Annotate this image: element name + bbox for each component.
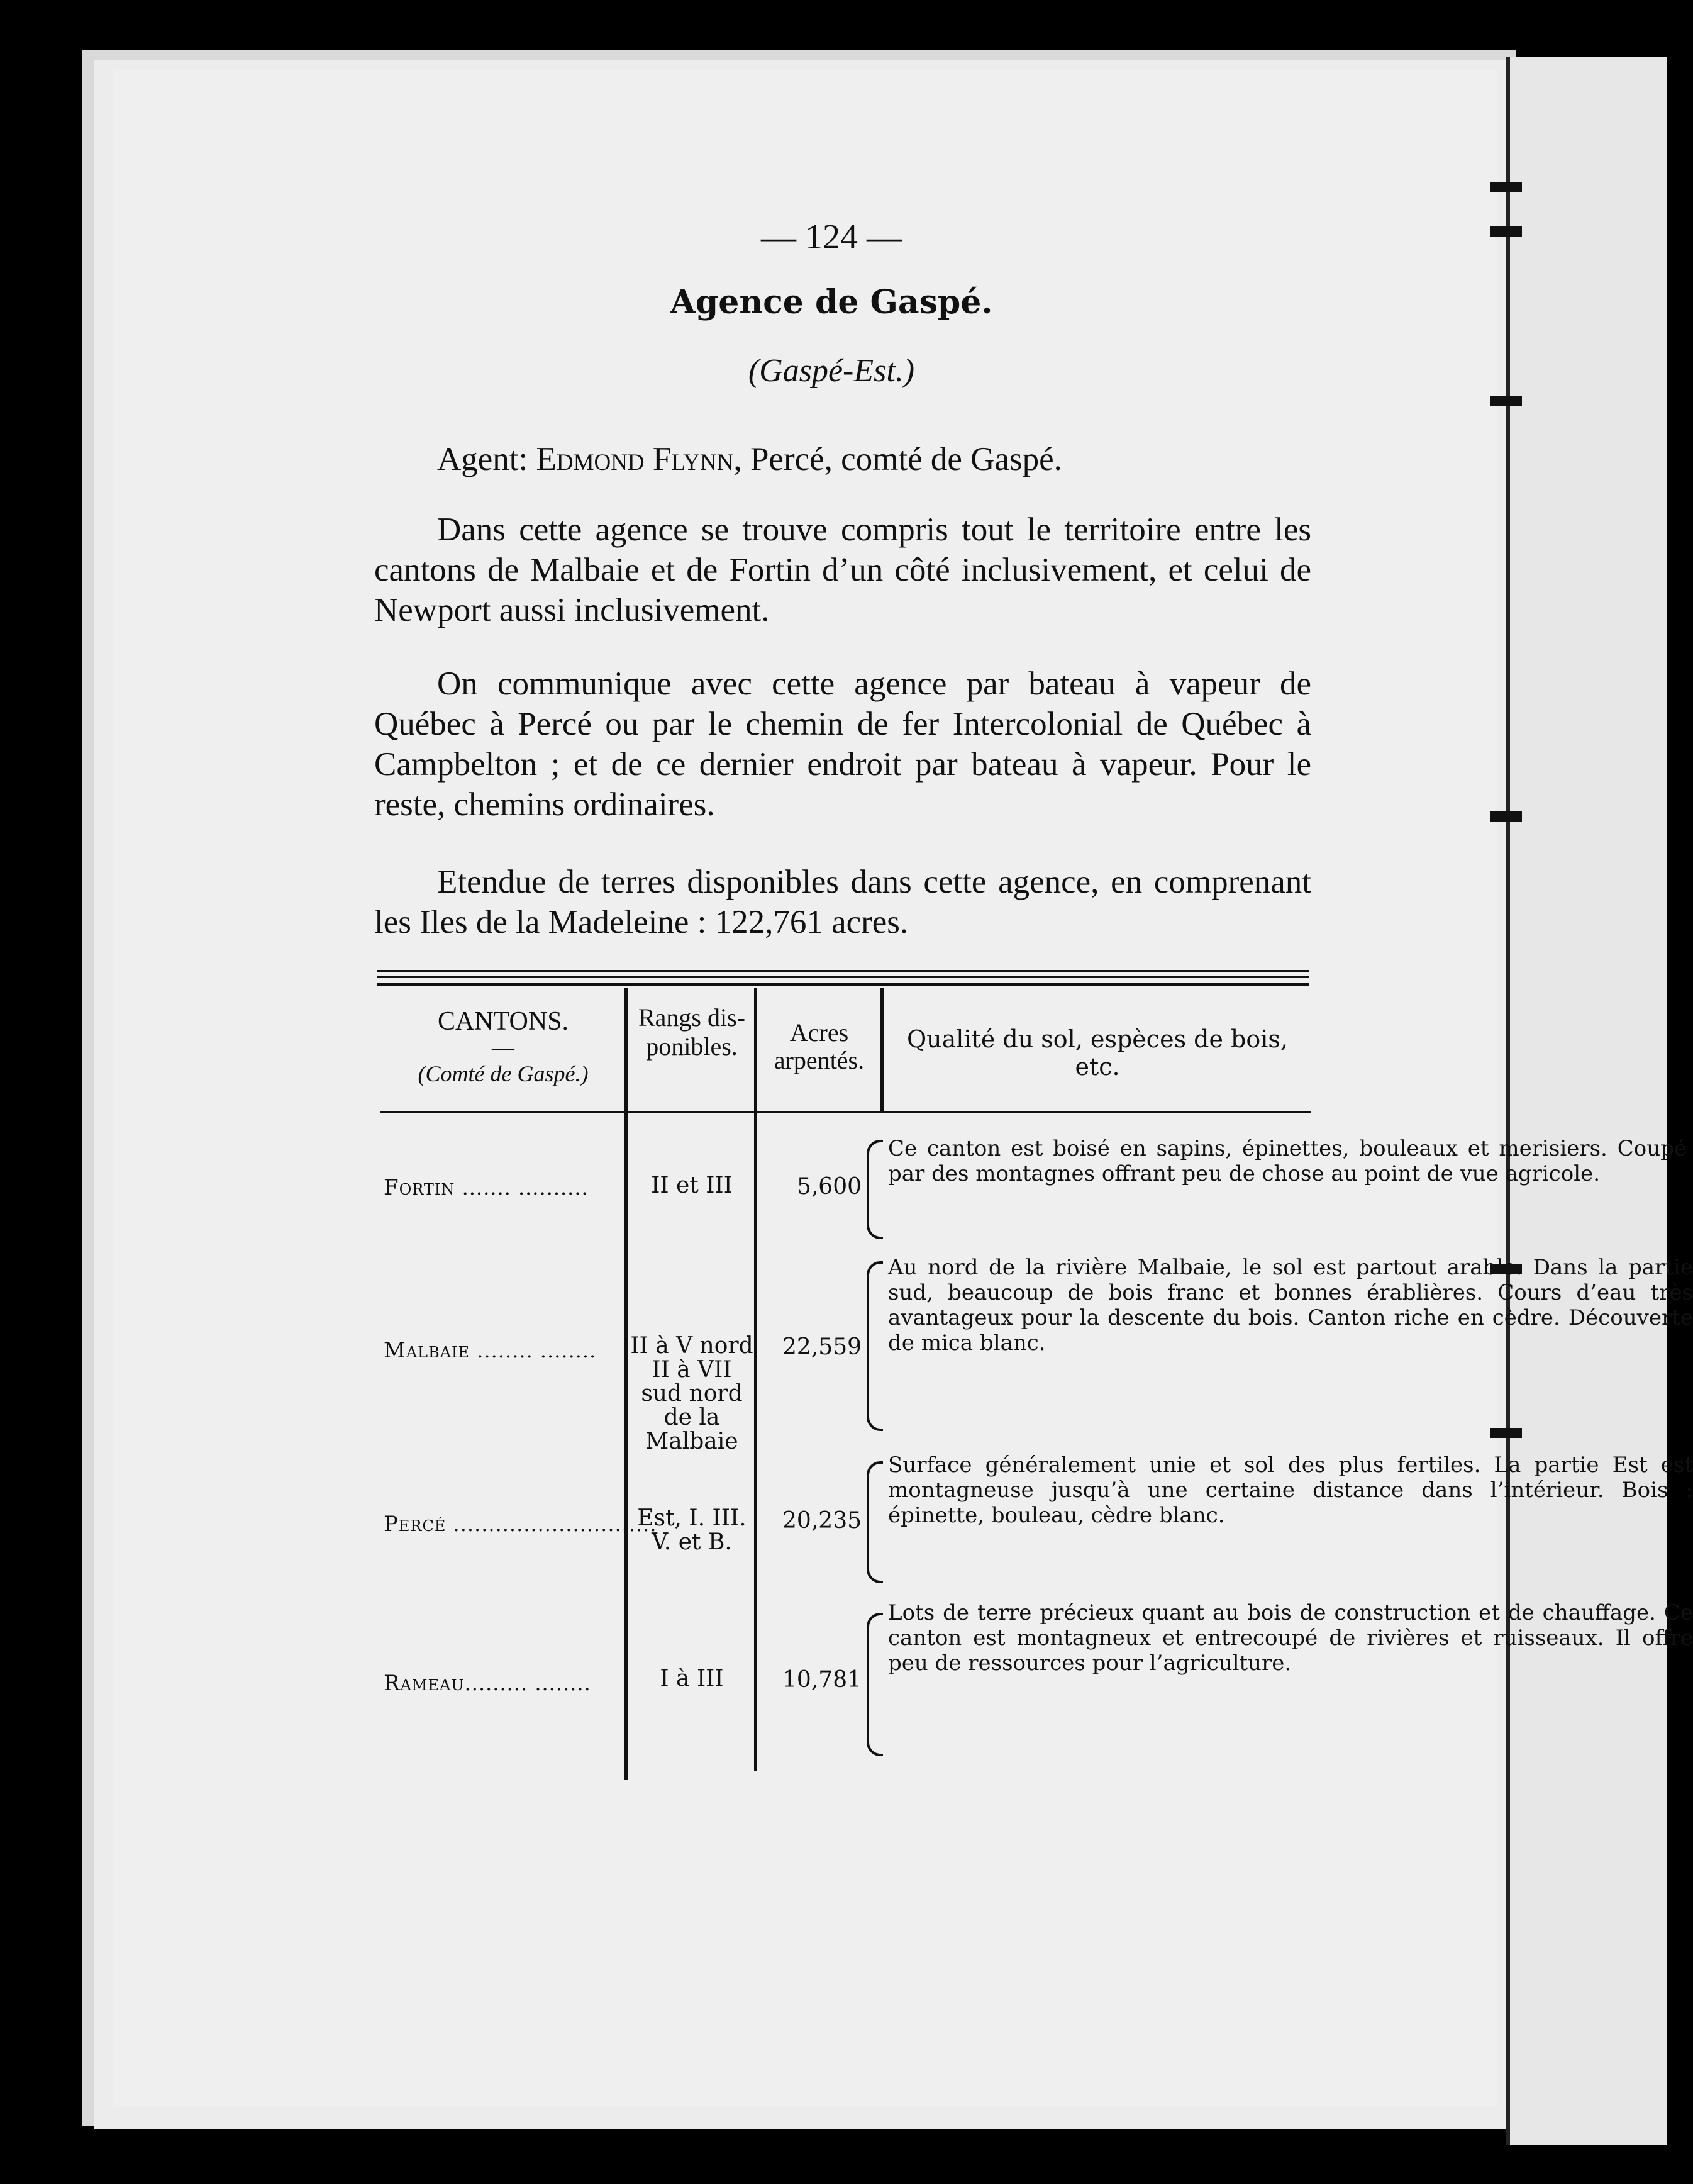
dot-leader: ....... .......... (455, 1176, 589, 1200)
canton-label: Percé (384, 1512, 447, 1537)
qualite-cell: Ce canton est boisé en sapins, épinettes, bouleaux et merisiers. Coupé par des montagnes offrant peu de chose au point de vue agricole. (888, 1136, 1687, 1186)
qualite-cell: Lots de terre précieux quant au bois de construction et de chauffage. Ce canton est montagneux et entrecoupé de rivières et ruisseaux. Il offre peu de ressources pour l’agriculture. (888, 1600, 1693, 1676)
agent-line (437, 439, 1318, 479)
binding-thread (1490, 182, 1522, 192)
agent-location: , Percé, comté de Gaspé. (733, 441, 1062, 477)
rangs-cell: Est, I. III. V. et B. (637, 1505, 747, 1555)
canton-name (384, 1175, 623, 1200)
dot-leader: ........ ........ (470, 1339, 597, 1362)
table-top-rule-double (377, 976, 1309, 978)
binding-thread (1490, 396, 1522, 406)
brace (867, 1461, 883, 1583)
table-row (377, 1598, 1693, 1755)
rangs-cell: II à V nord II à VII sud nord de la Malbaie (630, 1333, 753, 1454)
canton-name (384, 1671, 623, 1696)
qualite-cell: Au nord de la rivière Malbaie, le sol est partout arable. Dans la partie sud, beaucoup de bois franc et bonnes érablières. Cours d’eau très avantageux pour la descente du bois. Canton riche en cèdre. Découverte de mica blanc. (888, 1255, 1693, 1356)
binding-thread (1490, 811, 1522, 822)
dot-leader: ............................. (446, 1512, 657, 1536)
page-title: Agence de Gaspé. (670, 283, 993, 321)
canton-name (384, 1512, 657, 1537)
table-top-rule-thick (377, 983, 1309, 986)
paragraph-communication: On communique avec cette agence par bateau à vapeur de Québec à Percé ou par le chemin de fer Intercolonial de Québec à Campbelton ; et de ce dernier endroit par bateau à vapeur. Pour le reste, chemins ordinaires. (374, 666, 1311, 823)
rangs-cell: I à III (660, 1666, 724, 1691)
acres-cell: 10,781 (782, 1667, 862, 1693)
canton-name (384, 1338, 623, 1363)
header-qualite: Qualité du sol, espèces de bois, etc. (907, 1025, 1288, 1081)
qualite-cell: Surface généralement unie et sol des plus fertiles. La partie Est est montagneuse jusqu’à une certaine distance dans l’intérieur. Bois : épinette, bouleau, cèdre blanc. (888, 1452, 1693, 1528)
header-cantons-label: CANTONS. (437, 1007, 569, 1036)
acres-cell: 22,559 (782, 1334, 862, 1360)
paragraph-land-extent: Etendue de terres disponibles dans cette agence, en comprenant les Iles de la Madeleine : 122,761 acres. (374, 864, 1311, 940)
agent-prefix: Agent: (437, 441, 528, 477)
canton-label: Rameau (384, 1671, 465, 1696)
page-subtitle: (Gaspé-Est.) (748, 353, 915, 389)
agent-name: Edmond Flynn (536, 441, 734, 477)
header-cantons-county: (Comté de Gaspé.) (418, 1061, 589, 1086)
header-cantons (384, 1005, 623, 1090)
rangs-cell: II et III (651, 1173, 733, 1198)
brace (867, 1261, 883, 1431)
acres-cell: 20,235 (782, 1508, 862, 1534)
binding-thread (1490, 1428, 1522, 1438)
header-cantons-dash: — (492, 1035, 514, 1060)
canton-label: Fortin (384, 1175, 455, 1200)
brace (867, 1613, 883, 1756)
canton-label: Malbaie (384, 1338, 470, 1363)
table-header-rule (380, 1111, 1311, 1113)
table-row (377, 1132, 1687, 1258)
header-acres: Acres arpentés. (774, 1018, 865, 1074)
paragraph-territory: Dans cette agence se trouve compris tout le territoire entre les cantons de Malbaie et de Fortin d’un côté inclusivement, et celui de Newport aussi inclusivement. (374, 511, 1311, 628)
brace (867, 1140, 883, 1239)
table-row (377, 1450, 1693, 1588)
acres-cell: 5,600 (796, 1174, 862, 1200)
table-row (377, 1255, 1693, 1454)
header-rangs: Rangs dis- ponibles. (638, 1003, 745, 1061)
dot-leader: ......... ........ (464, 1671, 591, 1695)
page-number: — 124 — (761, 218, 902, 257)
table-top-rule (377, 970, 1309, 972)
